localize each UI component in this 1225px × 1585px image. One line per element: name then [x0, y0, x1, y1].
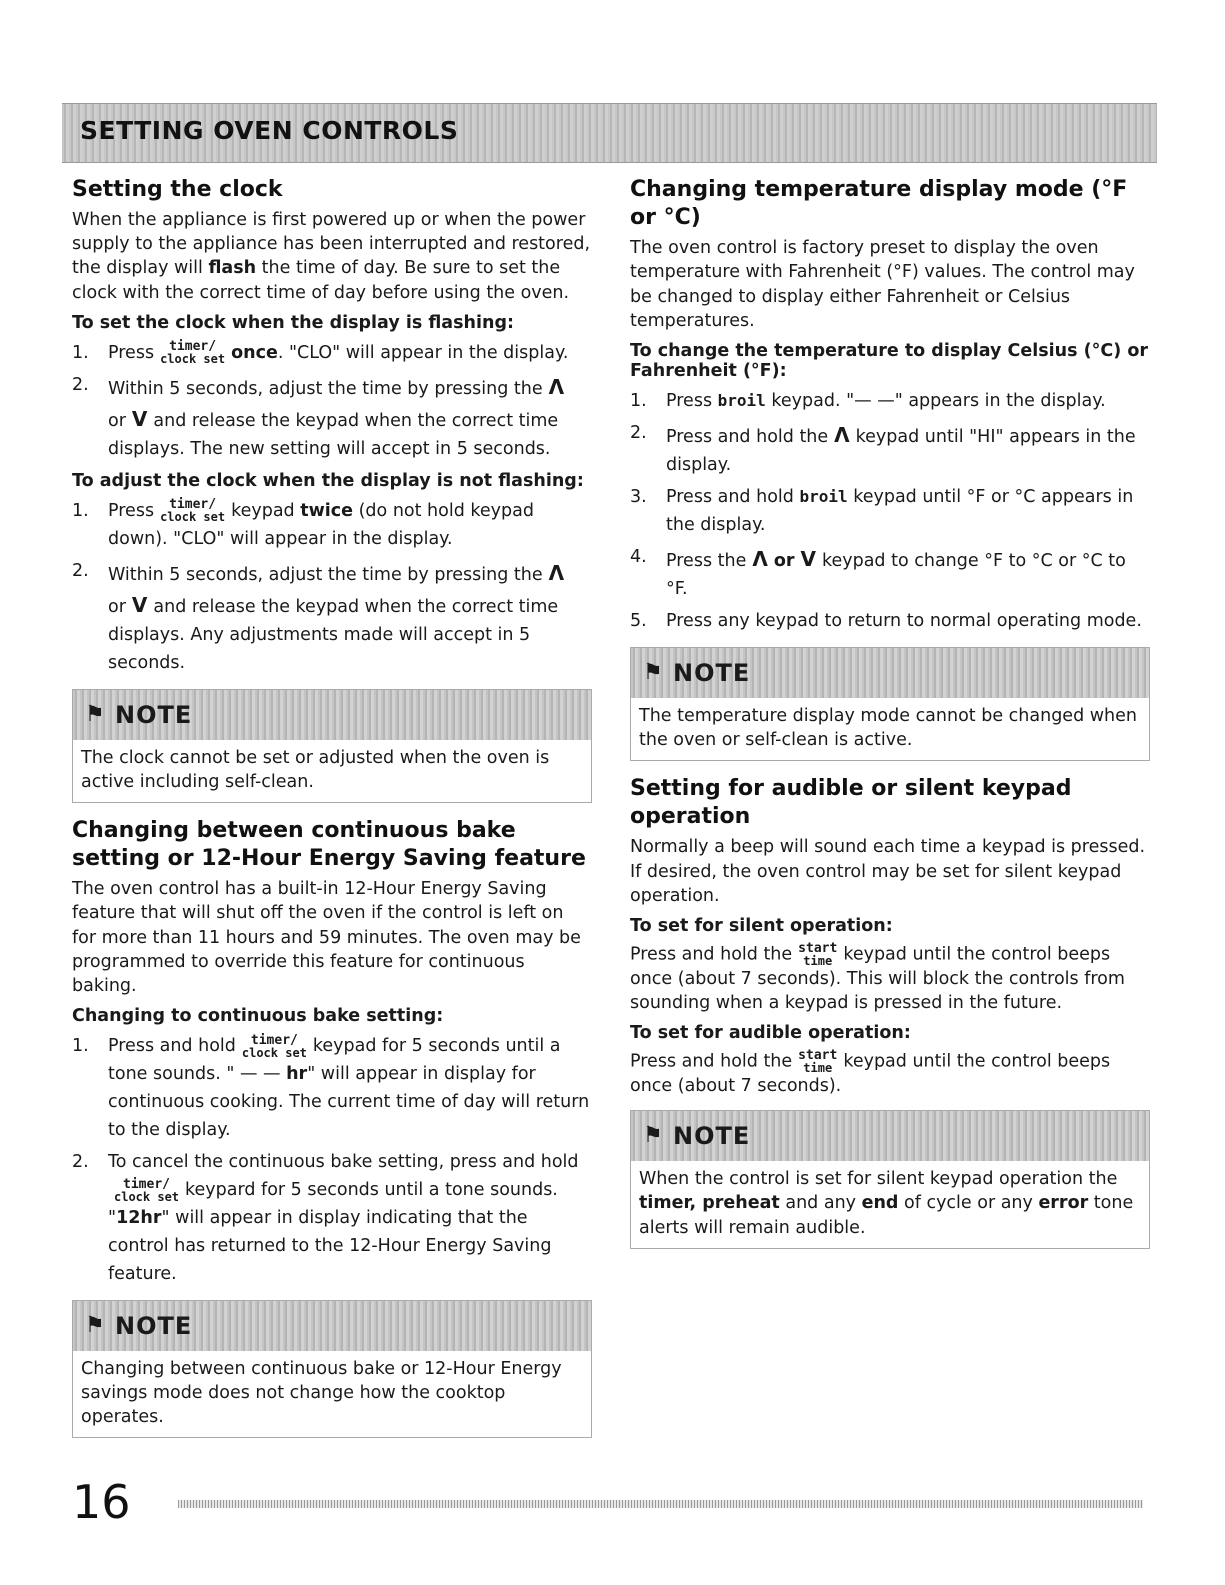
- list-item: 4. Press the Λ or V keypad to change °F to °C or °C to °F.: [630, 546, 1126, 599]
- down-arrow-icon: V: [131, 406, 148, 431]
- start-time-key: start time: [798, 1048, 838, 1076]
- continuous-heading: Changing between continuous bake setting or 12-Hour Energy Saving feature: [72, 818, 586, 872]
- note-box: [72, 1300, 592, 1438]
- audible-text: Press and hold the start time keypad until the control beeps once (about 7 seconds).: [630, 1048, 1111, 1097]
- pushpin-icon: ⚑: [643, 1123, 663, 1149]
- flashing-subheading: To set the clock when the display is flashing:: [72, 312, 514, 333]
- list-item: 2. Within 5 seconds, adjust the time by pressing the Λ or V and release the keypad when the correct time displays. Any adjustments made will accept in 5 seconds.: [72, 560, 565, 673]
- list-item: 1. Press and hold timer/ clock set keypad for 5 seconds until a tone sounds. " — — hr" will appear in display for continuous cooking. The current time of day will return to the display.: [72, 1032, 590, 1141]
- list-item: 2. Within 5 seconds, adjust the time by pressing the Λ or V and release the keypad when the correct time displays. The new setting will accept in 5 seconds.: [72, 374, 565, 459]
- list-item: 2. To cancel the continuous bake setting, press and hold timer/ clock set keypard for 5 seconds until a tone sounds. "12hr" will appear in display indicating that the control has returned to the 12-Hour Energy Saving feature.: [72, 1152, 579, 1285]
- continuous-intro: The oven control has a built-in 12-Hour Energy Saving feature that will shut off the oven if the control is left on for more than 11 hours and 59 minutes. The oven may be programmed to override this feature for continuous baking.: [72, 879, 581, 996]
- up-arrow-icon: Λ: [834, 422, 850, 447]
- audible-intro: Normally a beep will sound each time a keypad is pressed. If desired, the oven control may be set for silent keypad operation.: [630, 837, 1146, 906]
- temp-intro: The oven control is factory preset to display the oven temperature with Fahrenheit (°F) values. The control may be changed to display either Fahrenheit or Celsius temperatures.: [630, 238, 1135, 331]
- flashing-steps: [72, 339, 592, 463]
- down-arrow-icon: V: [800, 546, 816, 571]
- note-box: [630, 1110, 1150, 1248]
- left-column: [72, 170, 592, 1452]
- note-text: The temperature display mode cannot be changed when the oven or self-clean is active.: [639, 705, 1137, 751]
- not-flashing-steps: [72, 497, 592, 677]
- clock-heading: Setting the clock: [72, 177, 283, 202]
- note-label: NOTE: [115, 700, 193, 729]
- temp-heading: Changing temperature display mode (°F or °C): [630, 177, 1128, 231]
- note-text: The clock cannot be set or adjusted when the oven is active including self-clean.: [81, 747, 550, 792]
- down-arrow-icon: V: [131, 592, 148, 617]
- timer-clock-key: timer/ clock set: [114, 1176, 180, 1204]
- timer-clock-key: timer/ clock set: [160, 339, 226, 367]
- right-column: [630, 170, 1150, 1263]
- up-arrow-icon: Λ: [752, 546, 768, 571]
- continuous-steps: [72, 1032, 592, 1288]
- pushpin-icon: ⚑: [85, 701, 105, 727]
- note-box: [72, 689, 592, 803]
- list-item: 1. Press timer/ clock set keypad twice (do not hold keypad down). "CLO" will appear in the display.: [72, 497, 534, 549]
- note-box: [630, 647, 1150, 761]
- continuous-subheading: Changing to continuous bake setting:: [72, 1006, 444, 1027]
- up-arrow-icon: Λ: [548, 560, 565, 585]
- footer-rule: [178, 1500, 1143, 1508]
- pushpin-icon: ⚑: [85, 1313, 105, 1339]
- silent-subheading: To set for silent operation:: [630, 915, 893, 936]
- temp-steps: [630, 387, 1150, 635]
- page-number: 16: [72, 1475, 131, 1529]
- audible-subheading: To set for audible operation:: [630, 1023, 911, 1044]
- list-item: 2. Press and hold the Λ keypad until "HI" appears in the display.: [630, 422, 1136, 475]
- note-text: When the control is set for silent keypad operation the timer, preheat and any end of cycle or any error tone alerts will remain audible.: [639, 1169, 1134, 1238]
- up-arrow-icon: Λ: [548, 374, 565, 399]
- pushpin-icon: ⚑: [643, 659, 663, 685]
- note-label: NOTE: [673, 658, 751, 687]
- note-label: NOTE: [673, 1122, 751, 1151]
- list-item: 1. Press timer/ clock set once. "CLO" will appear in the display.: [72, 339, 569, 367]
- list-item: 5. Press any keypad to return to normal operating mode.: [630, 610, 1142, 631]
- clock-intro: When the appliance is first powered up or when the power supply to the appliance has been interrupted and restored, the display will flash the time of day. Be sure to set the clock with the correct time of day before using the oven.: [72, 210, 591, 303]
- note-label: NOTE: [115, 1312, 193, 1341]
- banner-title: SETTING OVEN CONTROLS: [80, 116, 459, 145]
- temp-subheading: To change the temperature to display Celsius (°C) or Fahrenheit (°F):: [630, 340, 1148, 381]
- not-flashing-subheading: To adjust the clock when the display is not flashing:: [72, 470, 584, 491]
- audible-heading: Setting for audible or silent keypad operation: [630, 776, 1072, 830]
- note-text: Changing between continuous bake or 12-Hour Energy savings mode does not change how the cooktop operates.: [81, 1359, 562, 1428]
- start-time-key: start time: [798, 940, 838, 968]
- section-banner: [62, 103, 1157, 163]
- list-item: 1. Press broil keypad. "— —" appears in the display.: [630, 390, 1106, 411]
- silent-text: Press and hold the start time keypad until the control beeps once (about 7 seconds). This will block the controls from sounding when a keypad is pressed in the future.: [630, 940, 1125, 1014]
- timer-clock-key: timer/ clock set: [241, 1032, 307, 1060]
- timer-clock-key: timer/ clock set: [160, 497, 226, 525]
- list-item: 3. Press and hold broil keypad until °F or °C appears in the display.: [630, 486, 1134, 535]
